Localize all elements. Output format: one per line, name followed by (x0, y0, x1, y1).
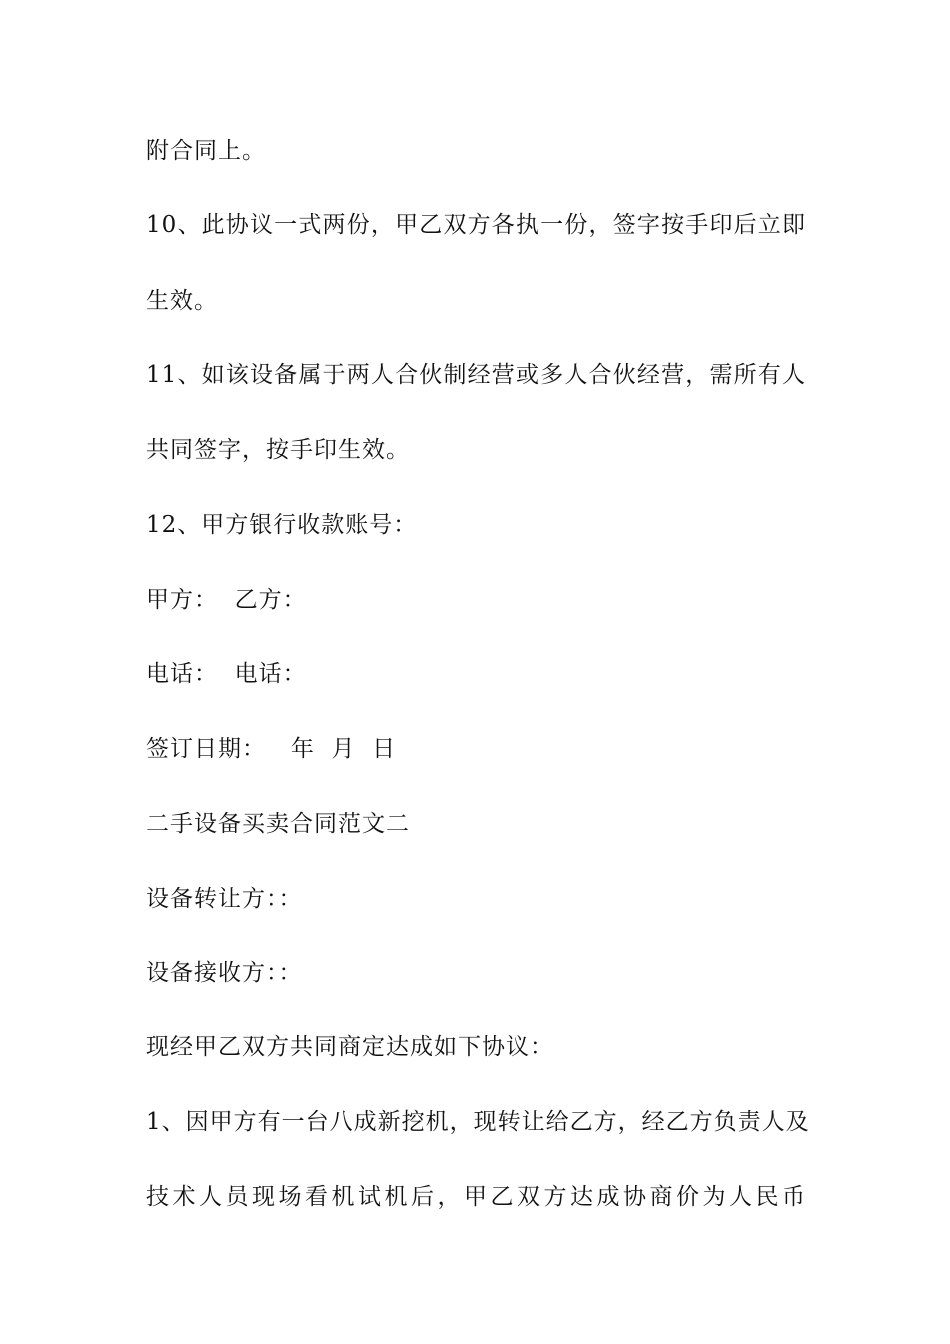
text-line: 甲方： 乙方： (146, 587, 307, 613)
text-line: 共同签字，按手印生效。 (146, 437, 410, 463)
text-line: 1、因甲方有一台八成新挖机，现转让给乙方，经乙方负责人及 (146, 1109, 810, 1135)
text-line: 电话： 电话： (146, 661, 307, 687)
text-line: 12、甲方银行收款账号： (146, 512, 418, 538)
text-line: 11、如该设备属于两人合伙制经营或多人合伙经营，需所有人 (146, 362, 806, 388)
section-title: 二手设备买卖合同范文二 (146, 811, 410, 837)
text-line: 设备转让方：： (146, 886, 303, 912)
text-line: 生效。 (146, 288, 218, 314)
text-line: 现经甲乙双方共同商定达成如下协议： (146, 1034, 554, 1060)
text-line: 附合同上。 (146, 138, 266, 164)
text-line: 10、此协议一式两份，甲乙双方各执一份，签字按手印后立即 (146, 212, 806, 238)
text-line: 技术人员现场看机试机后，甲乙双方达成协商价为人民币 (146, 1184, 806, 1210)
text-line: 签订日期： 年 月 日 (146, 736, 397, 762)
text-line: 设备接收方：： (146, 960, 303, 986)
